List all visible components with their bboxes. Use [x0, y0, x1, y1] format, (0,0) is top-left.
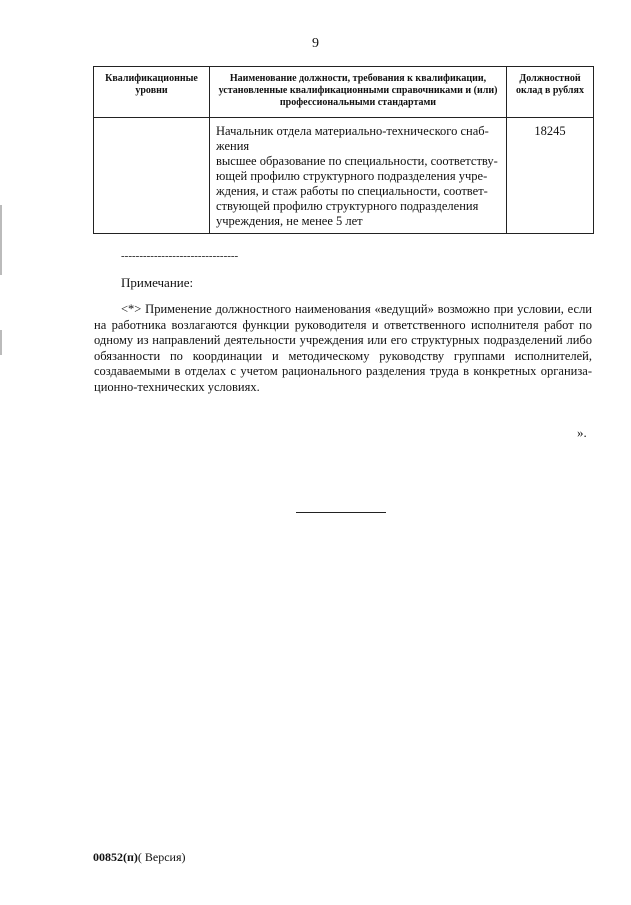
- note-heading: Примечание:: [121, 275, 194, 290]
- cell-qualification-level: [94, 118, 210, 234]
- scan-artifact: [0, 205, 2, 275]
- header-salary: Должностной оклад в рублях: [507, 67, 594, 118]
- cell-salary: 18245: [507, 118, 594, 234]
- table-row: [94, 118, 594, 234]
- note-text: <*> Применение должностного наименования «ведущий» возможно при условии, если на работника возлагаются функции руководителя и ответственного исполнителя работ по одному из направлений деятельности учреждения или его структурных подразделений либо обязанности по координации и методическому руководству группами исполнителей, создаваемыми в отделах с учетом рационального разделения труда в конкретных организа-ционно-технических условиях.: [94, 302, 592, 394]
- qualification-table: [93, 66, 594, 234]
- document-code: 00852(п): [93, 850, 138, 864]
- table-header-row: [94, 67, 594, 118]
- end-rule: [296, 512, 386, 513]
- position-requirements: высшее образование по специальности, соответству-ющей профилю структурного подразделения учре-ждения, и стаж работы по специальности, соответ-ствующей профилю структурного подразделения учреждения, не менее 5 лет: [216, 154, 498, 228]
- document-version: ( Версия): [137, 850, 186, 864]
- page-number: 9: [312, 36, 319, 51]
- document-footer: [93, 850, 186, 865]
- footnote-separator: --------------------------------: [121, 250, 239, 262]
- header-position-requirements: Наименование должности, требования к квалификации, установленные квалификационными справочниками и (или) профессиональными стандартами: [210, 67, 507, 118]
- scan-artifact: [0, 330, 2, 355]
- header-qualification-levels: Квалификационные уровни: [94, 67, 210, 118]
- position-title: Начальник отдела материально-технического снаб-жения: [216, 124, 489, 153]
- closing-quote: ».: [577, 425, 587, 440]
- cell-position-requirements: [210, 118, 507, 234]
